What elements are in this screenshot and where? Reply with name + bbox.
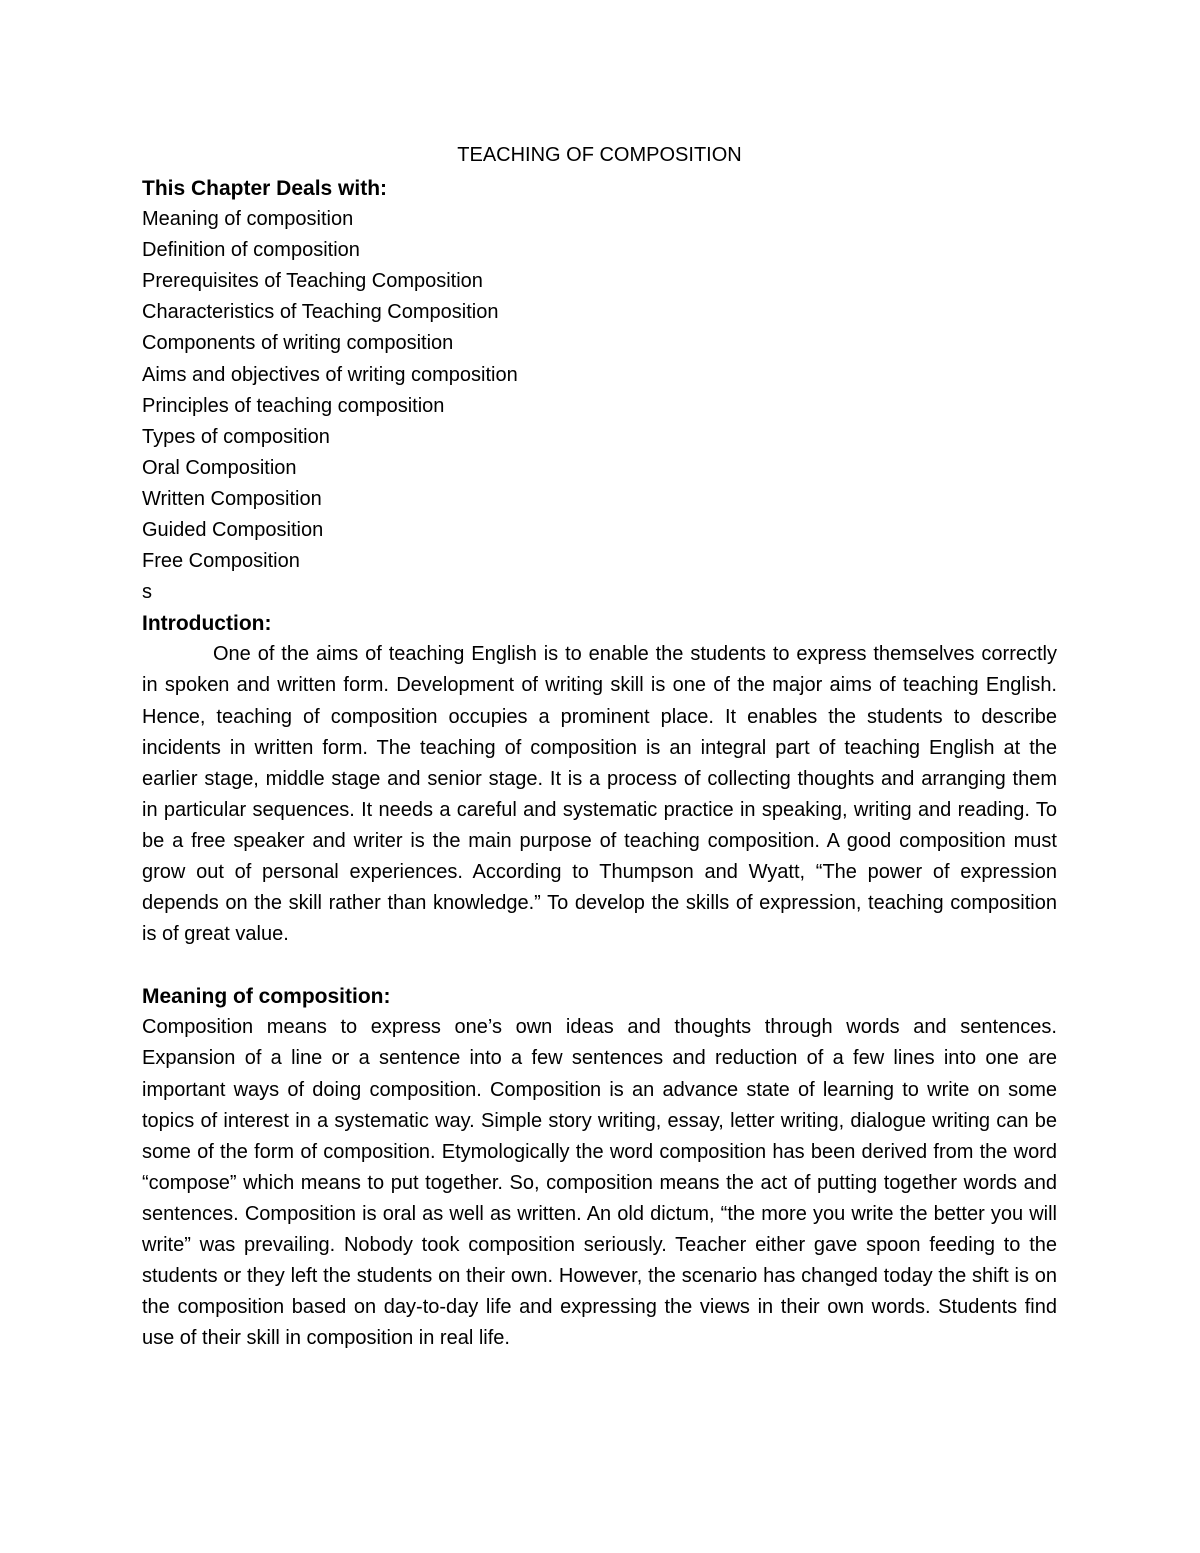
list-item: Characteristics of Teaching Composition: [142, 301, 499, 324]
meaning-paragraph: Composition means to express one’s own ideas and thoughts through words and sentences. Expansion of a line or a sentence into a few sentences and reduction of a few lines into one are important ways of doing composition. Composition is an advance state of learning to write on some topics of interest in a systematic way. Simple story writing, essay, letter writing, dialogue writing can be some of the form of composition. Etymologically the word composition has been derived from the word “compose” which means to put together. So, composition means the act of putting together words and sentences. Composition is oral as well as written. An old dictum, “the more you write the better you will write” was prevailing. Nobody took composition seriously. Teacher either gave spoon feeding to the students or they left the students on their own. However, the scenario has changed today the shift is on the composition based on day-to-day life and expressing the views in their own words. Students find use of their skill in composition in real life.: [142, 1016, 1057, 1350]
list-item: Definition of composition: [142, 239, 360, 262]
meaning-heading: Meaning of composition:: [142, 985, 391, 1009]
stray-character: s: [142, 581, 152, 604]
list-item: Components of writing composition: [142, 332, 454, 355]
chapter-heading: This Chapter Deals with:: [142, 177, 388, 200]
list-item: Aims and objectives of writing composition: [142, 363, 518, 386]
list-item: Prerequisites of Teaching Composition: [142, 270, 483, 293]
introduction-paragraph: One of the aims of teaching English is to enable the students to express themselves correctly in spoken and written form. Development of writing skill is one of the major aims of teaching English. Hence, teaching of composition occupies a prominent place. It enables the students to describe incidents in written form. The teaching of composition is an integral part of teaching English at the earlier stage, middle stage and senior stage. It is a process of collecting thoughts and arranging them in particular sequences. It needs a careful and systematic practice in speaking, writing and reading. To be a free speaker and writer is the main purpose of teaching composition. A good composition must grow out of personal experiences. According to Thumpson and Wyatt, “The power of expression depends on the skill rather than knowledge.” To develop the skills of expression, teaching composition is of great value.: [142, 643, 1057, 946]
list-item: Free Composition: [142, 550, 300, 573]
list-item: Principles of teaching composition: [142, 394, 445, 417]
list-item: Oral Composition: [142, 456, 297, 479]
list-item: Types of composition: [142, 425, 330, 448]
document-body: [142, 140, 1057, 1354]
chapter-topics-list: [142, 204, 1057, 577]
list-item: Written Composition: [142, 487, 322, 510]
paragraph-spacer: [142, 950, 1057, 981]
list-item: Meaning of composition: [142, 208, 354, 231]
document-title: TEACHING OF COMPOSITION: [457, 144, 742, 166]
introduction-heading: Introduction:: [142, 612, 272, 636]
list-item: Guided Composition: [142, 519, 324, 542]
